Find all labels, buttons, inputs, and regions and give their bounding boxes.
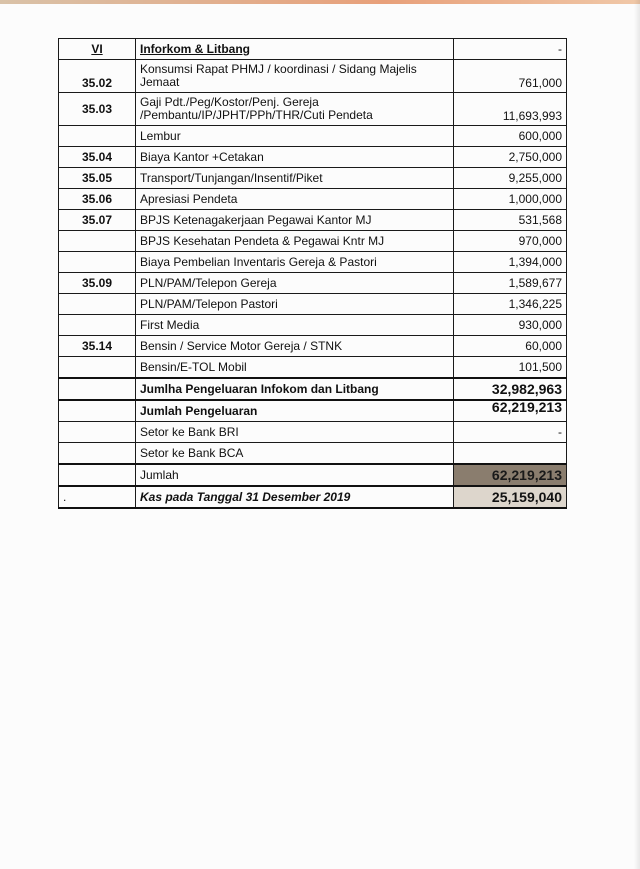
row-description: Gaji Pdt./Peg/Kostor/Penj. Gereja /Pembantu/IP/JPHT/PPh/THR/Cuti Pendeta xyxy=(136,93,454,126)
row-amount: 1,000,000 xyxy=(454,189,567,210)
row-amount: 11,693,993 xyxy=(454,93,567,126)
row-amount: 101,500 xyxy=(454,357,567,379)
row-code: 35.07 xyxy=(59,210,136,231)
row-description: Transport/Tunjangan/Insentif/Piket xyxy=(136,168,454,189)
row-amount: 1,394,000 xyxy=(454,252,567,273)
section-total-amount: 32,982,963 xyxy=(454,378,567,400)
row-description: PLN/PAM/Telepon Gereja xyxy=(136,273,454,294)
row-amount: 761,000 xyxy=(454,60,567,93)
row-code: 35.04 xyxy=(59,147,136,168)
table-row xyxy=(59,60,567,93)
row-description: Bensin / Service Motor Gereja / STNK xyxy=(136,336,454,357)
table-row xyxy=(59,210,567,231)
bank-bca-amount xyxy=(454,443,567,465)
kas-code: . xyxy=(59,486,136,508)
row-code: 35.03 xyxy=(59,93,136,126)
table-row xyxy=(59,126,567,147)
row-amount: 60,000 xyxy=(454,336,567,357)
row-code: 35.06 xyxy=(59,189,136,210)
section-header-row xyxy=(59,39,567,60)
row-description: First Media xyxy=(136,315,454,336)
jumlah-row xyxy=(59,464,567,486)
row-amount: 9,255,000 xyxy=(454,168,567,189)
row-description: Biaya Kantor +Cetakan xyxy=(136,147,454,168)
row-amount: 600,000 xyxy=(454,126,567,147)
row-description: PLN/PAM/Telepon Pastori xyxy=(136,294,454,315)
row-amount: 930,000 xyxy=(454,315,567,336)
table-row xyxy=(59,315,567,336)
row-description: Konsumsi Rapat PHMJ / koordinasi / Sidang Majelis Jemaat xyxy=(136,60,454,93)
jumlah-amount: 62,219,213 xyxy=(454,464,567,486)
total-spend-code xyxy=(59,400,136,422)
table-row xyxy=(59,189,567,210)
row-description: BPJS Kesehatan Pendeta & Pegawai Kntr MJ xyxy=(136,231,454,252)
row-code xyxy=(59,252,136,273)
table-row xyxy=(59,273,567,294)
bank-bri-row xyxy=(59,422,567,443)
table-row xyxy=(59,168,567,189)
kas-label: Kas pada Tanggal 31 Desember 2019 xyxy=(136,486,454,508)
total-spend-label: Jumlah Pengeluaran xyxy=(136,400,454,422)
row-amount: 2,750,000 xyxy=(454,147,567,168)
table-row xyxy=(59,336,567,357)
row-code xyxy=(59,315,136,336)
bank-bca-label: Setor ke Bank BCA xyxy=(136,443,454,465)
table-row xyxy=(59,294,567,315)
table-row xyxy=(59,357,567,379)
row-code: 35.05 xyxy=(59,168,136,189)
expense-table xyxy=(58,38,567,509)
page-top-edge xyxy=(0,0,640,4)
row-amount: 1,346,225 xyxy=(454,294,567,315)
total-spend-row xyxy=(59,400,567,422)
row-code xyxy=(59,357,136,379)
row-code: 35.09 xyxy=(59,273,136,294)
row-amount: 531,568 xyxy=(454,210,567,231)
bank-amount: - xyxy=(454,422,567,443)
table-row xyxy=(59,252,567,273)
page-edge-shadow xyxy=(634,0,640,869)
row-description: Lembur xyxy=(136,126,454,147)
section-total-row xyxy=(59,378,567,400)
bank-bca-row xyxy=(59,443,567,465)
row-code xyxy=(59,294,136,315)
row-code xyxy=(59,126,136,147)
row-description: BPJS Ketenagakerjaan Pegawai Kantor MJ xyxy=(136,210,454,231)
row-description: Biaya Pembelian Inventaris Gereja & Pastori xyxy=(136,252,454,273)
table-row xyxy=(59,147,567,168)
section-total-label: Jumlha Pengeluaran Infokom dan Litbang xyxy=(136,378,454,400)
jumlah-code xyxy=(59,464,136,486)
section-header-amount: - xyxy=(454,39,567,60)
table-row xyxy=(59,93,567,126)
section-title: Inforkom & Litbang xyxy=(136,39,454,60)
total-spend-amount: 62,219,213 xyxy=(454,400,567,422)
section-number: VI xyxy=(59,39,136,60)
bank-bri-code xyxy=(59,422,136,443)
row-amount: 1,589,677 xyxy=(454,273,567,294)
table-row xyxy=(59,231,567,252)
bank-bca-code xyxy=(59,443,136,465)
row-amount: 970,000 xyxy=(454,231,567,252)
bank-bri-label: Setor ke Bank BRI xyxy=(136,422,454,443)
section-total-code xyxy=(59,378,136,400)
jumlah-label: Jumlah xyxy=(136,464,454,486)
kas-amount: 25,159,040 xyxy=(454,486,567,508)
row-description: Apresiasi Pendeta xyxy=(136,189,454,210)
kas-row xyxy=(59,486,567,508)
row-description: Bensin/E-TOL Mobil xyxy=(136,357,454,379)
row-code: 35.14 xyxy=(59,336,136,357)
row-code: 35.02 xyxy=(59,60,136,93)
row-code xyxy=(59,231,136,252)
